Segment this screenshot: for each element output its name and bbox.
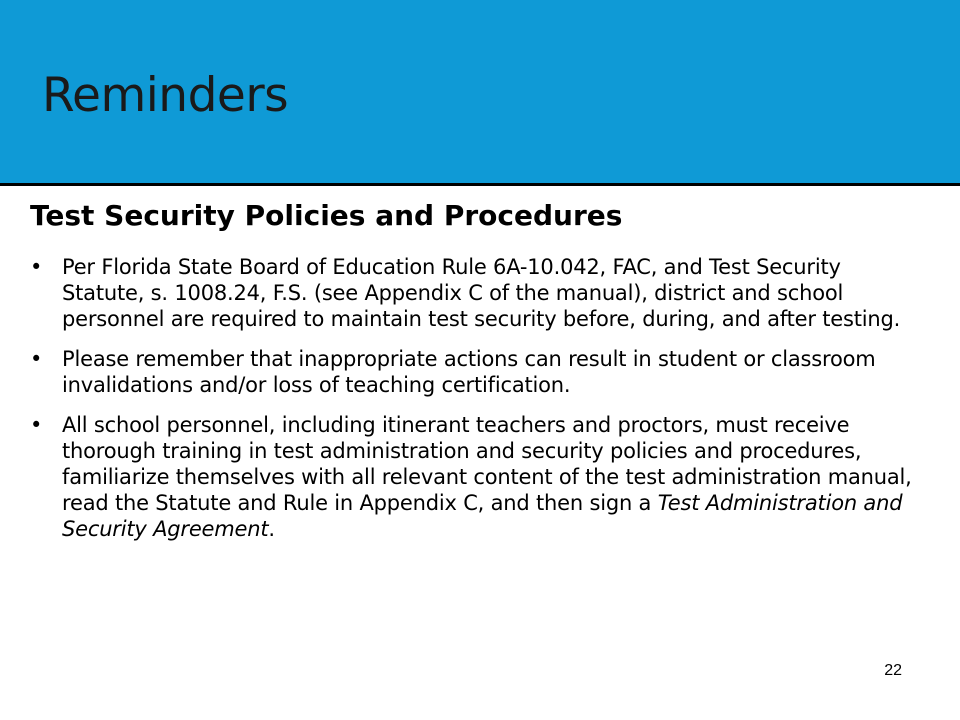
- page-number: 22: [884, 662, 902, 679]
- bullet-text-end: .: [268, 517, 275, 541]
- agreement-title: Test Administration and Security Agreement: [62, 491, 903, 541]
- section-heading: Test Security Policies and Procedures: [30, 199, 623, 232]
- bullet-text-main: All school personnel, including itinerant teachers and proctors, must receive thorough training in test administration and security policies and procedures, familiarize themselves with all relevant content of the test administration manual, read the Statute and Rule in Appendix C, and then sign a: [62, 413, 912, 515]
- bullet-text: Per Florida State Board of Education Rule 6A-10.042, FAC, and Test Security Statute, s. 1008.24, F.S. (see Appendix C of the manual), district and school personnel are required to maintain test security before, during, and after testing.: [62, 255, 901, 331]
- bullet-text: Please remember that inappropriate actions can result in student or classroom invalidations and/or loss of teaching certification.: [62, 347, 876, 397]
- bullet-item-test-security-rule: [30, 254, 920, 332]
- bullet-item-personnel-training: [30, 412, 920, 542]
- bullet-list: [30, 254, 920, 556]
- bullet-icon: •: [30, 413, 43, 437]
- bullet-item-inappropriate-actions: [30, 346, 920, 398]
- bullet-icon: •: [30, 347, 43, 371]
- slide-title: Reminders: [42, 68, 289, 123]
- bullet-icon: •: [30, 255, 43, 279]
- bullet-text: [62, 413, 912, 541]
